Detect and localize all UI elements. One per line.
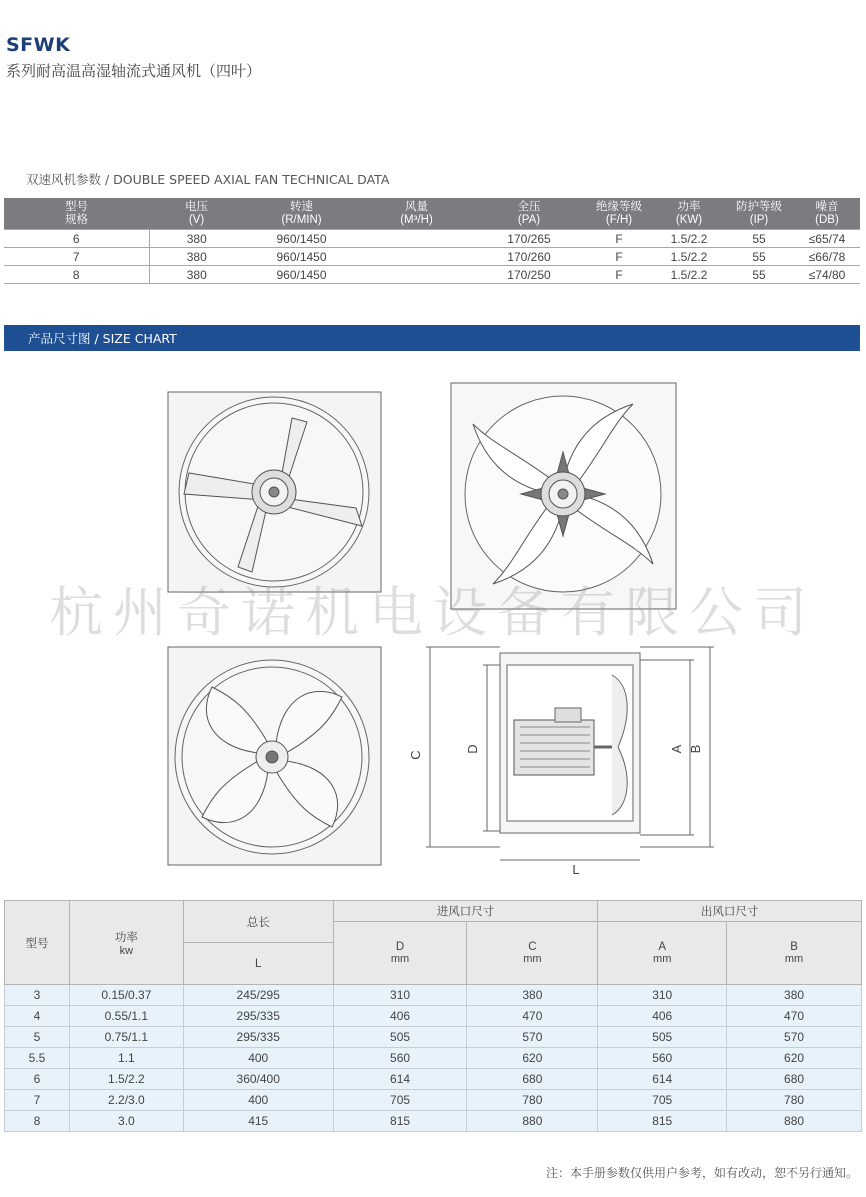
dim-label-a: A bbox=[669, 744, 684, 754]
th-power: 功率 (KW) bbox=[654, 198, 724, 230]
table-row: 4 0.55/1.1 295/335 406 470 406 470 bbox=[5, 1006, 862, 1027]
size-chart-bar: 产品尺寸图 / SIZE CHART bbox=[4, 325, 860, 351]
fan-front-view-cast-blade bbox=[168, 647, 381, 865]
table-row: 5 0.75/1.1 295/335 505 570 505 570 bbox=[5, 1027, 862, 1048]
tech-data-label: 双速风机参数 / DOUBLE SPEED AXIAL FAN TECHNICAL DATA bbox=[26, 172, 390, 187]
th-pressure: 全压 (PA) bbox=[474, 198, 584, 230]
th-voltage: 电压 (V) bbox=[149, 198, 244, 230]
product-subtitle: 系列耐高温高湿轴流式通风机（四叶） bbox=[6, 62, 262, 80]
footnote: 注：本手册参数仅供用户参考，如有改动，恕不另行通知。 bbox=[545, 1166, 858, 1180]
th-noise: 噪音 (DB) bbox=[794, 198, 860, 230]
th-dim-b: B mm bbox=[727, 922, 862, 985]
th-dim-power: 功率 kw bbox=[69, 901, 183, 985]
th-dim-c: C mm bbox=[467, 922, 598, 985]
fan-front-view-straight-blade bbox=[168, 392, 381, 592]
th-protection: 防护等级 (IP) bbox=[724, 198, 794, 230]
dim-label-b: B bbox=[688, 744, 703, 754]
th-speed: 转速 (R/MIN) bbox=[244, 198, 359, 230]
th-dim-d: D mm bbox=[333, 922, 467, 985]
dim-label-l: L bbox=[572, 862, 580, 877]
dim-label-d: D bbox=[465, 744, 480, 754]
company-watermark: 杭州奇诺机电设备有限公司 bbox=[49, 581, 817, 644]
table-row: 8 3.0 415 815 880 815 880 bbox=[5, 1111, 862, 1132]
table-row: 7 2.2/3.0 400 705 780 705 780 bbox=[5, 1090, 862, 1111]
th-dim-inlet: 进风口尺寸 bbox=[333, 901, 598, 922]
table-row: 7 380 960/1450 170/260 F 1.5/2.2 55 ≤66/78 bbox=[4, 248, 860, 266]
th-model: 型号 规格 bbox=[4, 198, 149, 230]
table-row: 6 1.5/2.2 360/400 614 680 614 680 bbox=[5, 1069, 862, 1090]
table-row: 3 0.15/0.37 245/295 310 380 310 380 bbox=[5, 985, 862, 1006]
th-airflow: 风量 (M³/H) bbox=[359, 198, 474, 230]
tech-data-table bbox=[4, 198, 860, 284]
dimension-table bbox=[4, 900, 862, 1132]
table-row: 6 380 960/1450 170/265 F 1.5/2.2 55 ≤65/74 bbox=[4, 230, 860, 248]
th-dim-outlet: 出风口尺寸 bbox=[598, 901, 862, 922]
th-dim-l: L bbox=[183, 943, 333, 985]
th-dim-model: 型号 bbox=[5, 901, 70, 985]
table-row: 5.5 1.1 400 560 620 560 620 bbox=[5, 1048, 862, 1069]
th-dim-a: A mm bbox=[598, 922, 727, 985]
brand-title: SFWK bbox=[6, 34, 71, 56]
dim-label-c: C bbox=[408, 750, 423, 760]
th-dim-length: 总长 bbox=[183, 901, 333, 943]
th-insulation: 绝缘等级 (F/H) bbox=[584, 198, 654, 230]
table-row: 8 380 960/1450 170/250 F 1.5/2.2 55 ≤74/80 bbox=[4, 266, 860, 284]
